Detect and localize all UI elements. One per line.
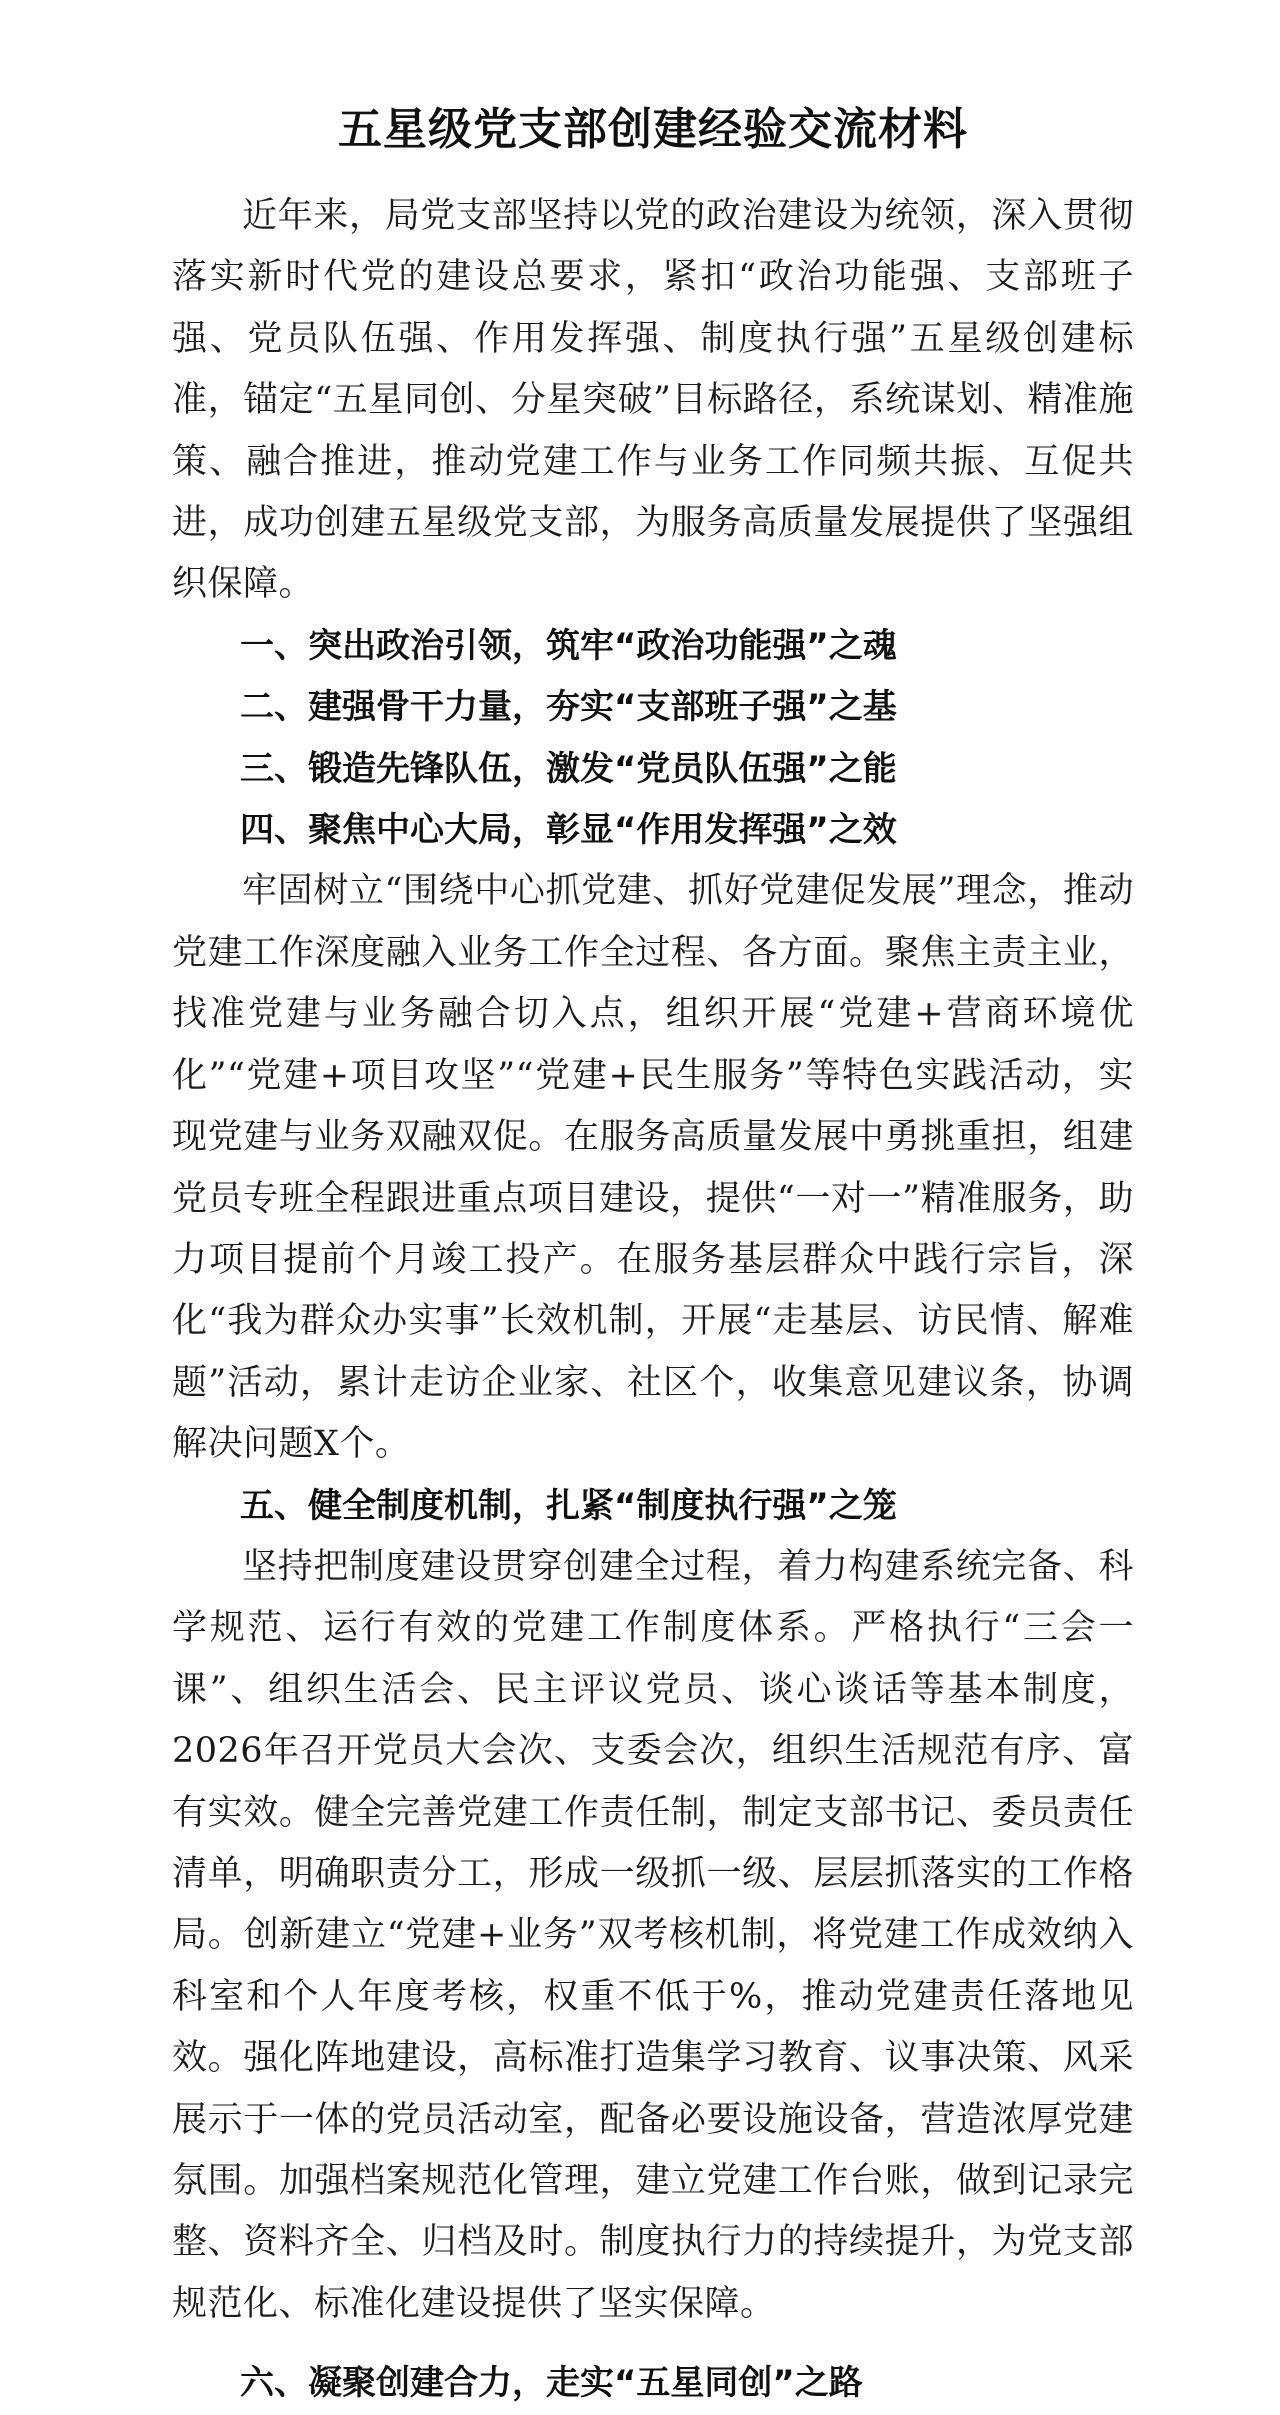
document-title: 五星级党支部创建经验交流材料: [338, 104, 968, 155]
section-heading-4: 四、聚焦中心大局，彰显“作用发挥强”之效: [240, 810, 897, 851]
section-heading-6: 六、凝聚创建合力，走实“五星同创”之路: [240, 2363, 863, 2404]
section-4-paragraph: 牢固树立“围绕中心抓党建、抓好党建促发展”理念，推动党建工作深度融入业务工作全过程、各方面。聚焦主责主业，找准党建与业务融合切入点，组织开展“党建+营商环境优化”“党建+项目攻坚”“党建+民生服务”等特色实践活动，实现党建与业务双融双促。在服务高质量发展中勇挑重担，组建党员专班全程跟进重点项目建设，提供“一对一”精准服务，助力项目提前个月竣工投产。在服务基层群众中践行宗旨，深化“我为群众办实事”长效机制，开展“走基层、访民情、解难题”活动，累计走访企业家、社区个，收集意见建议条，协调解决问题X个。: [172, 871, 1134, 1465]
section-heading-1: 一、突出政治引领，筑牢“政治功能强”之魂: [240, 625, 897, 666]
section-5-paragraph: 坚持把制度建设贯穿创建全过程，着力构建系统完备、科学规范、运行有效的党建工作制度体系。严格执行“三会一课”、组织生活会、民主评议党员、谈心谈话等基本制度，2026年召开党员大会次、支委会次，组织生活规范有序、富有实效。健全完善党建工作责任制，制定支部书记、委员责任清单，明确职责分工，形成一级抓一级、层层抓落实的工作格局。创新建立“党建+业务”双考核机制，将党建工作成效纳入科室和个人年度考核，权重不低于%，推动党建责任落地见效。强化阵地建设，高标准打造集学习教育、议事决策、风采展示于一体的党员活动室，配备必要设施设备，营造浓厚党建氛围。加强档案规范化管理，建立党建工作台账，做到记录完整、资料齐全、归档及时。制度执行力的持续提升，为党支部规范化、标准化建设提供了坚实保障。: [172, 1546, 1134, 2324]
section-heading-2: 二、建强骨干力量，夯实“支部班子强”之基: [240, 687, 897, 728]
document-page: [172, 100, 1134, 2415]
section-heading-5: 五、健全制度机制，扎紧“制度执行强”之笼: [240, 1485, 897, 1526]
section-heading-3: 三、锻造先锋队伍，激发“党员队伍强”之能: [240, 748, 897, 789]
intro-paragraph: 近年来，局党支部坚持以党的政治建设为统领，深入贯彻落实新时代党的建设总要求，紧扣“政治功能强、支部班子强、党员队伍强、作用发挥强、制度执行强”五星级创建标准，锚定“五星同创、分星突破”目标路径，系统谋划、精准施策、融合推进，推动党建工作与业务工作同频共振、互促共进，成功创建五星级党支部，为服务高质量发展提供了坚强组织保障。: [172, 196, 1134, 605]
